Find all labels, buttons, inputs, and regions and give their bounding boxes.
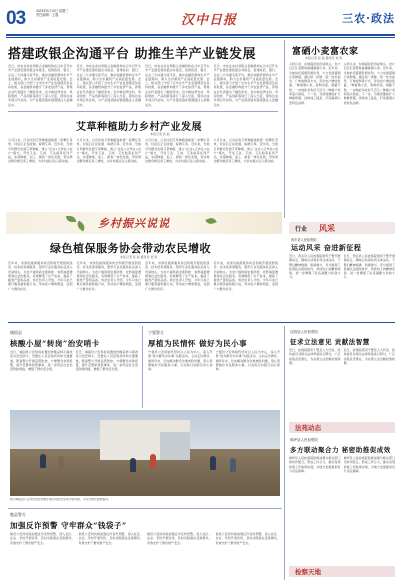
lead-body-col: 近日，市农业农村局联合金融机构在汉中召开生羊产业链发展政银企对接会，搭建政府、银行、企业三方沟通交流平台，推动金融资源向生羊产业链倾斜，助力全市畜牧产业高质量发展。会上，相关部门介绍了全市生羊产业发展情况及扶持政策，各金融机构推介了涉农信贷产品，养殖企业代表提出了融资需求。双方就信贷支持、风险防控、产品创新等进行了深入交流，现场达成多项合作意向，为产业链延链补链强链注入金融活水。 [76,64,141,107]
photo-hut [160,432,190,460]
antifraud-body [10,532,280,580]
header-rule-thin [6,37,395,38]
column-divider [142,326,143,408]
police-body-col: 近日，城固县公安局将闲置的核酸采样小屋改造为治安哨卡，设置在人员密集场所和交通要道，配备警力开展巡逻防控，方便群众求助报警，提升见警率和管事率，进一步织密社会治安防控网络，增强了群众安全感。 [10,350,73,372]
rural-revival-banner [6,212,282,234]
feature-box [289,222,395,322]
editor-text: 责任编辑：王磊 [36,13,59,17]
photo-person [58,456,64,470]
court1-body-col: 近日，检察院组织干警及人大代表、政协委员对相关法律草案进行研讨，广泛收集意见建议，为完善立法贡献检察智慧。 [343,348,395,365]
lead-body [8,64,278,108]
sidebar-label-procuratorate [289,566,395,577]
divider [8,508,282,509]
fraud-body [148,350,280,404]
insurance-headline: 绿色植保服务协会带动农民增收 [50,242,211,255]
court2-body-col: 佛坪县人民检察院积极加强与相关部门的协作配合，形成工作合力，推动各项检察工作取得实效，为地方发展提供有力司法保障。 [289,456,341,473]
antifraud-body-col: 勉县公安局持续加强反诈宣传预警，深入社区、企业、学校开展宣传，及时劝阻潜在受害群众，有效守护了群众财产安全。 [147,532,212,545]
police-headline: 核酸小屋“转岗”治安哨卡 [10,339,100,348]
date-text: 2023年9月13日 星期三 [36,9,69,13]
aicao-body-col: 九月以来，汉台区的艾草种植基地里一派繁忙景象，村民们正在收割、晾晒艾草。近年来，当地引导群众发展艾草种植，建立“企业+合作社+农户”模式，开发艾条、艾绒、艾灸贴等系列产品，实现种植、加工、销售一体化发展，带动周边群众就近务工增收，为乡村振兴注入新动能。 [8,138,73,164]
aicao-body [8,138,278,208]
antifraud-body-col: 勉县公安局持续加强反诈宣传预警，深入社区、企业、学校开展宣传，及时劝阻潜在受害群众，有效守护了群众财产安全。 [78,532,143,545]
photo-person [230,458,236,472]
masthead [6,4,395,34]
police-body [10,350,138,404]
leaf-icon [205,216,216,225]
antifraud-headline: 加强反诈预警 守牢群众“钱袋子” [10,521,127,530]
aicao-body-col: 九月以来，汉台区的艾草种植基地里一派繁忙景象，村民们正在收割、晾晒艾草。近年来，当地引导群众发展艾草种植，建立“企业+合作社+农户”模式，开发艾条、艾绒、艾灸贴等系列产品，实现种植、加工、销售一体化发展，带动周边群众就近务工增收，为乡村振兴注入新动能。 [76,138,141,164]
photo-officer [210,456,216,470]
insurance-body-col: 近年来，市绿色植保服务协会积极开展统防统治、技术培训等服务，组织专业化服务队伍深入田间地头，为农户提供病虫害防控、农药减量增效等社会化服务，有效降低了生产成本，提高了粮食产量和品质。协会负责人介绍，今年以来已累计服务面积数万亩，带动农户增收明显，受到广大群众好评。 [213,261,278,291]
aicao-byline: 本报记者 张 丽 [150,132,170,136]
antifraud-kicker: 勉县警方 [10,512,26,517]
feature-headline: 运动风采 奋进新征程 [291,243,362,252]
feature-tag [289,222,395,234]
police-body-col: 近日，城固县公安局将闲置的核酸采样小屋改造为治安哨卡，设置在人员密集场所和交通要道，配备警力开展巡逻防控，方便群众求助报警，提升见警率和管事率，进一步织密社会治安防控网络，增强了群众安全感。 [75,350,138,372]
date-line [36,9,68,17]
header-rule [6,34,395,36]
wheat-byline: 本报记者 张 丽 通讯员 刘 涛 [305,56,343,60]
insurance-body [8,261,278,317]
leaf-icon [75,220,87,231]
fraud-headline: 厚植为民情怀 做好为民小事 [148,339,248,348]
court1-body [289,348,395,418]
aicao-body-col: 九月以来，汉台区的艾草种植基地里一派繁忙景象，村民们正在收割、晾晒艾草。近年来，当地引导群众发展艾草种植，建立“企业+合作社+农户”模式，开发艾条、艾绒、艾灸贴等系列产品，实现种植、加工、销售一体化发展，带动周边群众就近务工增收，为乡村振兴注入新动能。 [145,138,210,164]
feature-tag-style: 风采 [319,223,335,233]
fraud-body-col: 宁强县公安局始终坚持以人民为中心，深入开展“我为群众办实事”实践活动，主动走访群众、倾听诉求，切实解决群众急难愁盼问题，用心用情做好为民服务小事，以实际行动践行初心使命。 [215,350,280,372]
feature-body [289,254,395,320]
lead-body-col: 近日，市农业农村局联合金融机构在汉中召开生羊产业链发展政银企对接会，搭建政府、银行、企业三方沟通交流平台，推动金融资源向生羊产业链倾斜，助力全市畜牧产业高质量发展。会上，相关部门介绍了全市生羊产业发展情况及扶持政策，各金融机构推介了涉农信贷产品，养殖企业代表提出了融资需求。双方就信贷支持、风险防控、产品创新等进行了深入交流，现场达成多项合作意向，为产业链延链补链强链注入金融活水。 [213,64,278,107]
police-photo [10,410,280,496]
aicao-body-col: 九月以来，汉台区的艾草种植基地里一派繁忙景象，村民们正在收割、晾晒艾草。近年来，当地引导群众发展艾草种植，建立“企业+合作社+农户”模式，开发艾条、艾绒、艾灸贴等系列产品，实现种植、加工、销售一体化发展，带动周边群众就近务工增收，为乡村振兴注入新动能。 [213,138,278,164]
court1-body-col: 近日，检察院组织干警及人大代表、政协委员对相关法律草案进行研讨，广泛收集意见建议，为完善立法贡献检察智慧。 [289,348,341,365]
lead-body-col: 近日，市农业农村局联合金融机构在汉中召开生羊产业链发展政银企对接会，搭建政府、银行、企业三方沟通交流平台，推动金融资源向生羊产业链倾斜，助力全市畜牧产业高质量发展。会上，相关部门介绍了全市生羊产业发展情况及扶持政策，各金融机构推介了涉农信贷产品，养殖企业代表提出了融资需求。双方就信贷支持、风险防控、产品创新等进行了深入交流，现场达成多项合作意向，为产业链延链补链强链注入金融活水。 [8,64,73,107]
newspaper-logo: 汉中日报 [181,13,238,28]
court2-body [289,456,395,560]
insurance-byline: 本报记者 张 丽 通讯员 刘 涛 [120,255,158,259]
section-title: 三农·政法 [342,12,395,25]
feature-tag-industry: 行业 [295,226,308,233]
lead-body-col: 近日，市农业农村局联合金融机构在汉中召开生羊产业链发展政银企对接会，搭建政府、银行、企业三方沟通交流平台，推动金融资源向生羊产业链倾斜，助力全市畜牧产业高质量发展。会上，相关部门介绍了全市生羊产业发展情况及扶持政策，各金融机构推介了涉农信贷产品，养殖企业代表提出了融资需求。双方就信贷支持、风险防控、产品创新等进行了深入交流，现场达成多项合作意向，为产业链延链补链强链注入金融活水。 [145,64,210,107]
antifraud-body-col: 勉县公安局持续加强反诈宣传预警，深入社区、企业、学校开展宣传，及时劝阻潜在受害群众，有效守护了群众财产安全。 [10,532,75,545]
wheat-body-col: 入秋以来，在城固县的田间地头，农户们正忙着整地备播富硒小麦。近年来，当地依托富硒资源优势，大力发展富硒小麦种植，通过统一供种、统一技术指导、订单收购等方式，带动农户增收致富。“种富硒小麦，收购价高，销路不愁，一亩地能多收好几百元。”种植户老李高兴地说。下一步，当地将继续扩大种植规模，延伸加工链条，打造富硒小麦特色品牌。 [289,62,341,105]
antifraud-body-col: 勉县公安局持续加强反诈宣传预警，深入社区、企业、学校开展宣传，及时劝阻潜在受害群众，有效守护了群众财产安全。 [215,532,280,545]
insurance-body-col: 近年来，市绿色植保服务协会积极开展统防统治、技术培训等服务，组织专业化服务队伍深入田间地头，为农户提供病虫害防控、农药减量增效等社会化服务，有效降低了生产成本，提高了粮食产量和品质。协会负责人介绍，今年以来已累计服务面积数万亩，带动农户增收明显，受到广大群众好评。 [8,261,73,291]
insurance-body-col: 近年来，市绿色植保服务协会积极开展统防统治、技术培训等服务，组织专业化服务队伍深入田间地头，为农户提供病虫害防控、农药减量增效等社会化服务，有效降低了生产成本，提高了粮食产量和品质。协会负责人介绍，今年以来已累计服务面积数万亩，带动农户增收明显，受到广大群众好评。 [76,261,141,291]
court2-headline: 多方联动聚合力 秘密助推促成效 [290,446,391,454]
aicao-headline: 艾草种植助力乡村产业发展 [76,122,202,133]
wheat-headline: 富硒小麦富农家 [292,47,359,57]
sidebar-label-court-news [289,422,395,433]
photo-officer [40,454,46,468]
page-number: 03 [6,8,26,29]
divider [8,111,278,112]
column-divider [284,40,285,218]
court1-kicker: 汉阴县人民检察院 [290,330,318,334]
police-kicker: 城固县 [10,330,22,335]
feature-kicker: 西乡县人民检察院 [291,238,317,242]
insurance-body-col: 近年来，市绿色植保服务协会积极开展统防统治、技术培训等服务，组织专业化服务队伍深入田间地头，为农户提供病虫害防控、农药减量增效等社会化服务，有效降低了生产成本，提高了粮食产量和品质。协会负责人介绍，今年以来已累计服务面积数万亩，带动农户增收明显，受到广大群众好评。 [145,261,210,291]
sidebar-label-text: 检察天地 [295,568,321,576]
court2-kicker: 佛坪县人民检察院 [290,438,318,442]
lead-headline: 搭建政银企沟通平台 助推生羊产业链发展 [8,47,257,62]
leaf-icon [66,216,76,222]
photo-person [150,454,156,468]
column-divider [284,326,285,580]
section-divider [8,322,395,323]
fraud-kicker: 宁强警方 [148,330,164,335]
feature-body-col: 近日，西乡县人民检察院组织干警开展健步走、趣味运动等系列文体活动，干警们精神饱满、积极参与，充分展现了检察队伍团结协作、昂扬向上的精神风貌，进一步增强了队伍凝聚力和战斗力。 [289,254,341,280]
feature-body-col: 近日，西乡县人民检察院组织干警开展健步走、趣味运动等系列文体活动，干警们精神饱满、积极参与，充分展现了检察队伍团结协作、昂扬向上的精神风貌，进一步增强了队伍凝聚力和战斗力。 [343,254,395,280]
fraud-body-col: 宁强县公安局始终坚持以人民为中心，深入开展“我为群众办实事”实践活动，主动走访群众、倾听诉求，切实解决群众急难愁盼问题，用心用情做好为民服务小事，以实际行动践行初心使命。 [148,350,213,372]
banner-title: 乡村振兴说说 [98,217,170,230]
wheat-body-col: 入秋以来，在城固县的田间地头，农户们正忙着整地备播富硒小麦。近年来，当地依托富硒资源优势，大力发展富硒小麦种植，通过统一供种、统一技术指导、订单收购等方式，带动农户增收致富。“种富硒小麦，收购价高，销路不愁，一亩地能多收好几百元。”种植户老李高兴地说。下一步，当地将继续扩大种植规模，延伸加工链条，打造富硒小麦特色品牌。 [343,62,395,105]
sidebar-label-text: 法苑动态 [295,424,321,432]
court1-headline: 征求立法意见 贡献法智慧 [290,338,370,346]
court2-body-col: 佛坪县人民检察院积极加强与相关部门的协作配合，形成工作合力，推动各项检察工作取得实效，为地方发展提供有力司法保障。 [343,456,395,473]
photo-officer [130,458,136,472]
wheat-body [289,62,395,214]
photo-caption: 图为城固县公安局民警在核酸小屋改造的治安哨卡前执勤，为过往群众提供服务。 [10,498,111,501]
